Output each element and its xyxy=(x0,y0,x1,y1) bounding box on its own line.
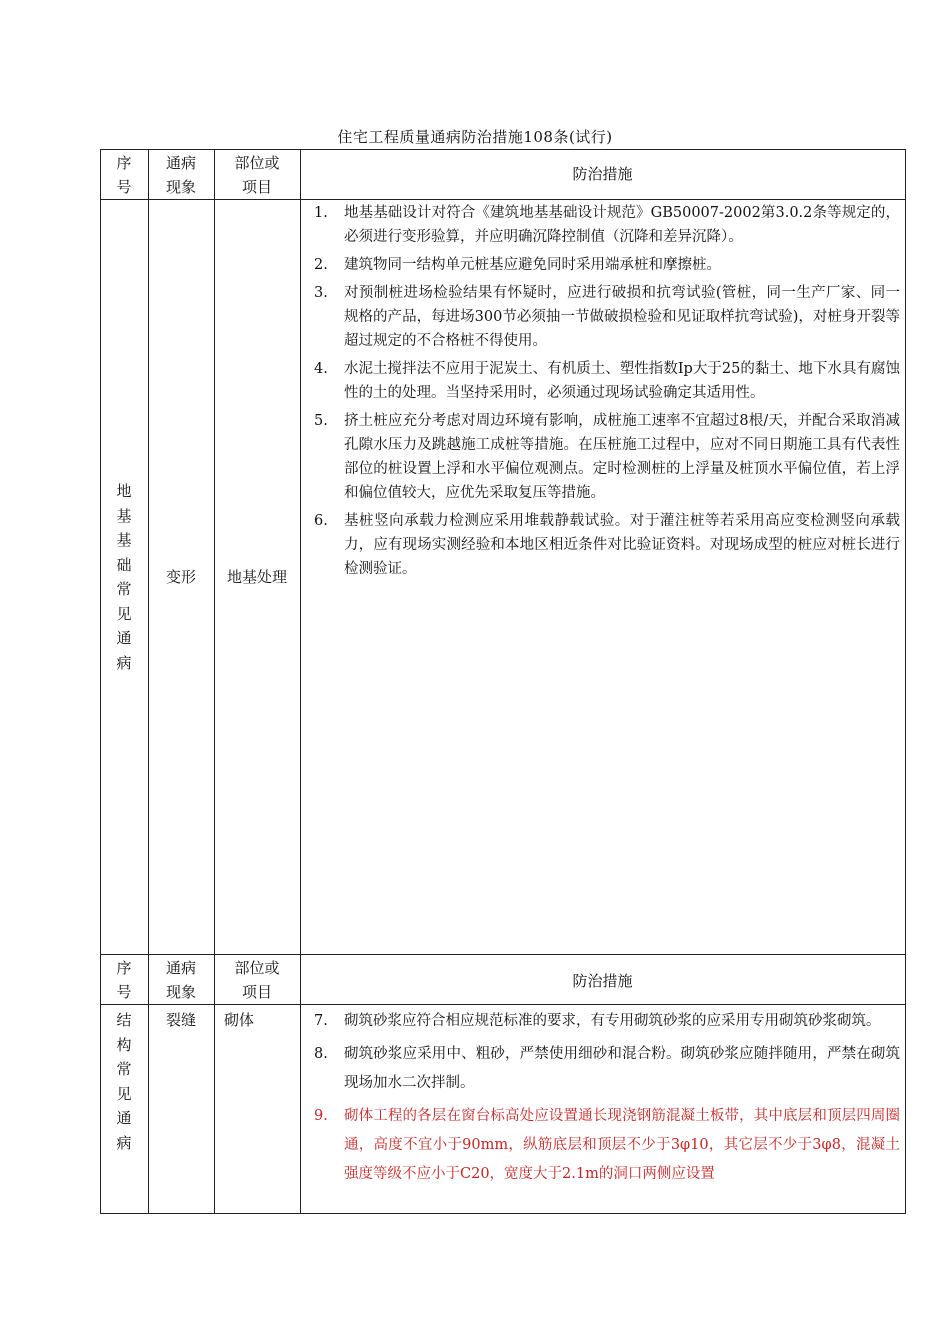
col-divider-3 xyxy=(300,149,301,1214)
list-item: 4. 水泥土搅拌法不应用于泥炭土、有机质土、塑性指数Ip大于25的黏土、地下水具有腐蚀性的土的处理。当坚持采用时，必须通过现场试验确定其适用性。 xyxy=(314,361,900,401)
header-part-2: 部位或 项目 xyxy=(234,959,280,1001)
category-structure: 结 构 常 见 通 病 xyxy=(116,1011,132,1152)
header-phenomenon: 通病 现象 xyxy=(165,154,196,196)
page-title: 住宅工程质量通病防治措施108条(试行) xyxy=(337,128,613,146)
list-item: 3. 对预制桩进场检验结果有怀疑时，应进行破损和抗弯试验(管桩，同一生产厂家、同一规格的产品，每进场300节必须抽一节做破损检验和见证取样抗弯试验)，对桩身开裂等超过规定的不合格桩不得使用。 xyxy=(314,285,900,349)
table-border-top xyxy=(100,149,906,150)
header-measures-2: 防治措施 xyxy=(572,972,633,990)
section-divider xyxy=(100,954,906,955)
header-seq: 序 号 xyxy=(116,154,132,196)
header-divider xyxy=(100,199,906,200)
header-divider-2 xyxy=(100,1004,906,1005)
col-divider-1 xyxy=(148,149,149,1214)
part-foundation-treatment: 地基处理 xyxy=(226,568,287,586)
list-item: 8. 砌筑砂浆应采用中、粗砂，严禁使用细砂和混合粉。砌筑砂浆应随拌随用，严禁在砌筑现场加水二次拌制。 xyxy=(314,1046,900,1091)
header-part: 部位或 项目 xyxy=(234,154,280,196)
measures-list-1 xyxy=(308,201,900,585)
list-item: 2. 建筑物同一结构单元桩基应避免同时采用端承桩和摩擦桩。 xyxy=(314,257,721,273)
measures-table xyxy=(100,149,906,1214)
part-masonry: 砌体 xyxy=(224,1011,255,1029)
phenomenon-deformation: 变形 xyxy=(165,568,196,586)
measures-list-2 xyxy=(308,1007,900,1193)
list-item: 5. 挤土桩应充分考虑对周边环境有影响，成桩施工速率不宜超过8根/天，并配合采取消减孔隙水压力及跳越施工成桩等措施。在压桩施工过程中，应对不同日期施工具有代表性部位的桩设置上浮和水平偏位观测点。定时检测桩的上浮量及桩顶水平偏位值，若上浮和偏位值较大，应优先采取复压等措施。 xyxy=(314,413,900,501)
list-item-highlighted: 9. 砌体工程的各层在窗台标高处应设置通长现浇钢筋混凝土板带，其中底层和顶层四周圈通，高度不宜小于90mm，纵筋底层和顶层不少于3φ10，其它层不少于3φ8，混凝土强度等级不应小于C20，宽度大于2.1m的洞口两侧应设置 xyxy=(314,1108,900,1182)
table-border-right xyxy=(905,149,906,1214)
header-measures: 防治措施 xyxy=(572,165,633,183)
list-item: 1. 地基基础设计对符合《建筑地基基础设计规范》GB50007-2002第3.0.2条等规定的，必须进行变形验算，并应明确沉降控制值（沉降和差异沉降）。 xyxy=(314,205,900,245)
category-foundation: 地 基 基 础 常 见 通 病 xyxy=(116,482,132,672)
list-item: 7. 砌筑砂浆应符合相应规范标准的要求，有专用砌筑砂浆的应采用专用砌筑砂浆砌筑。 xyxy=(314,1013,881,1029)
header-phenomenon-2: 通病 现象 xyxy=(165,959,196,1001)
table-border-bottom xyxy=(100,1213,906,1214)
list-item: 6. 基桩竖向承载力检测应采用堆载静载试验。对于灌注桩等若采用高应变检测竖向承载力，应有现场实测经验和本地区相近条件对比验证资料。对现场成型的桩应对桩长进行检测验证。 xyxy=(314,513,900,577)
col-divider-2 xyxy=(214,149,215,1214)
phenomenon-cracks: 裂缝 xyxy=(165,1011,196,1029)
header-seq-2: 序 号 xyxy=(116,959,132,1001)
